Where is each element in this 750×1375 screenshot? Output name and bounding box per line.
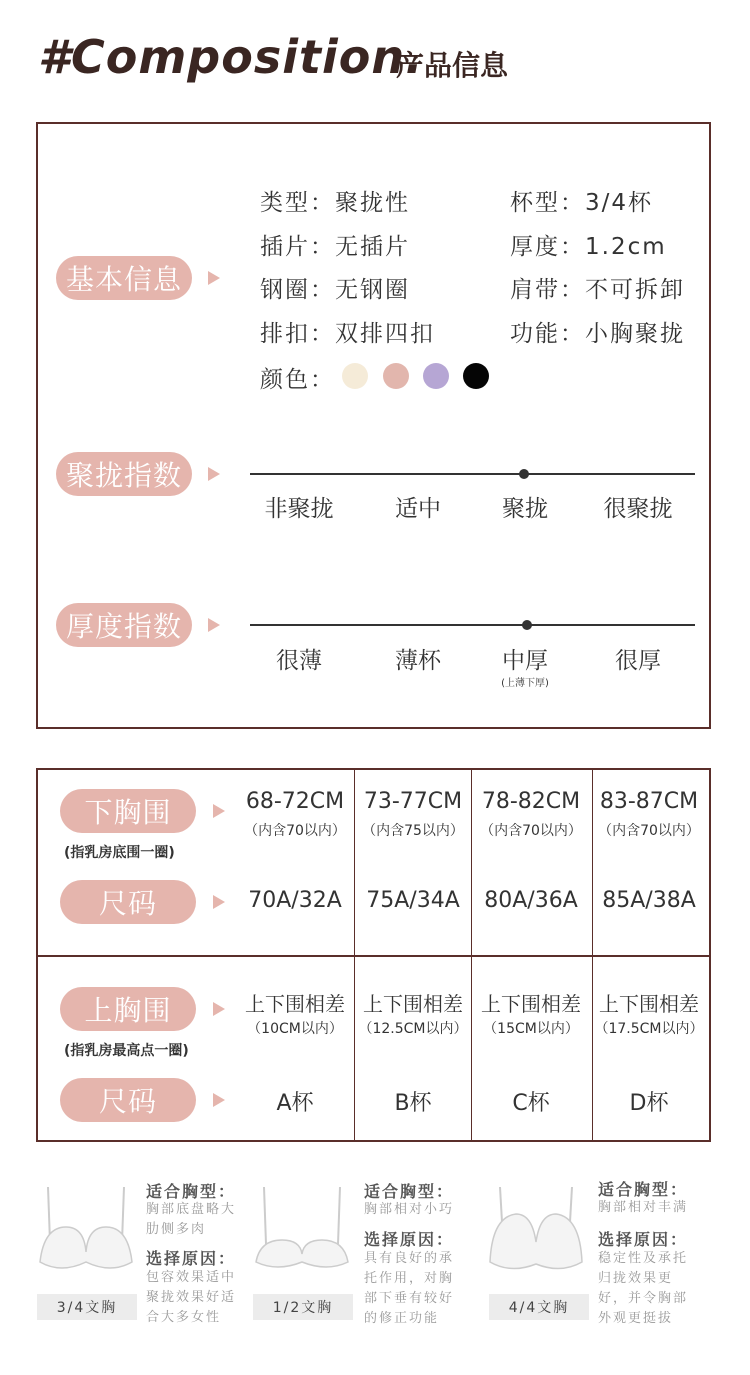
info-hook: 排扣：双排四扣 — [260, 321, 435, 347]
reason-heading: 选择原因： — [364, 1230, 455, 1249]
thickness-level: 很厚 — [615, 648, 661, 674]
page-title-cn: 产品信息 — [396, 49, 509, 82]
arrow-right-icon — [213, 804, 225, 818]
fit-shape-heading: 适合胸型： — [146, 1182, 237, 1201]
thickness-index-pill: 厚度指数 — [56, 603, 192, 647]
over-bust-diff: 上下围相差 — [599, 992, 699, 1016]
cup-size-value: B杯 — [394, 1091, 432, 1116]
under-bust-range-note: （内含70以内） — [480, 823, 582, 839]
color-swatch-black[interactable] — [463, 363, 489, 389]
push-level: 很聚拢 — [603, 496, 673, 522]
bra-style-label: 1/2文胸 — [253, 1294, 353, 1320]
under-bust-range: 83-87CM — [599, 789, 699, 814]
thickness-index-marker — [522, 620, 532, 630]
color-swatch-cream[interactable] — [342, 363, 368, 389]
thickness-level: 薄杯 — [395, 648, 441, 674]
under-bust-range: 68-72CM — [245, 789, 345, 814]
arrow-right-icon — [208, 467, 220, 481]
info-thickness: 厚度：1.2cm — [510, 234, 667, 260]
push-level: 聚拢 — [502, 496, 548, 522]
arrow-right-icon — [208, 618, 220, 632]
thickness-index-scale-line — [250, 624, 695, 626]
reason-text: 稳定性及承托归拢效果更好，并令胸部外观更挺拔 — [598, 1251, 689, 1326]
size-value: 85A/38A — [602, 888, 696, 913]
thickness-level: 中厚 — [502, 648, 548, 674]
bra-style-label: 4/4文胸 — [489, 1294, 589, 1320]
thickness-level: 很薄 — [276, 648, 322, 674]
under-bust-range-note: （内含70以内） — [244, 823, 346, 839]
over-bust-pill: 上胸围 — [60, 987, 196, 1031]
info-strap: 肩带：不可拆卸 — [510, 277, 685, 303]
info-insert: 插片：无插片 — [260, 234, 410, 260]
size-table-divider — [36, 955, 711, 957]
basic-info-pill: 基本信息 — [56, 256, 192, 300]
under-bust-range-note: （内含70以内） — [598, 823, 700, 839]
reason-heading: 选择原因： — [598, 1230, 689, 1249]
info-color-label: 颜色： — [260, 367, 335, 393]
push-level: 非聚拢 — [264, 496, 334, 522]
reason-text: 具有良好的承托作用，对胸部下垂有较好的修正功能 — [364, 1251, 455, 1326]
bra-three-quarter-illustration — [36, 1182, 136, 1277]
bra-style-label: 3/4文胸 — [37, 1294, 137, 1320]
page-title-en: #Composition. — [38, 30, 424, 84]
bra-full-cup-illustration — [486, 1182, 586, 1277]
size-pill: 尺码 — [60, 880, 196, 924]
info-function: 功能：小胸聚拢 — [510, 321, 685, 347]
push-level: 适中 — [395, 496, 441, 522]
color-swatch-purple[interactable] — [423, 363, 449, 389]
info-cup: 杯型：3/4杯 — [510, 190, 654, 216]
fit-shape-heading: 适合胸型： — [364, 1182, 455, 1201]
over-bust-diff-note: （15CM以内） — [483, 1021, 579, 1037]
push-index-scale-line — [250, 473, 695, 475]
color-swatch-pink[interactable] — [383, 363, 409, 389]
size-value: 80A/36A — [484, 888, 578, 913]
fit-shape-text: 胸部相对丰满 — [598, 1200, 689, 1215]
arrow-right-icon — [208, 271, 220, 285]
under-bust-range: 78-82CM — [481, 789, 581, 814]
cup-size-value: C杯 — [512, 1091, 550, 1116]
info-wire: 钢圈：无钢圈 — [260, 277, 410, 303]
over-bust-diff-note: （17.5CM以内） — [594, 1021, 704, 1037]
over-bust-diff: 上下围相差 — [481, 992, 581, 1016]
under-bust-pill: 下胸围 — [60, 789, 196, 833]
push-index-marker — [519, 469, 529, 479]
under-bust-note: (指乳房底围一圈) — [64, 845, 175, 861]
over-bust-diff-note: （10CM以内） — [247, 1021, 343, 1037]
thickness-selected-note: (上薄下厚) — [501, 678, 549, 689]
fit-shape-heading: 适合胸型： — [598, 1180, 689, 1199]
size-value: 70A/32A — [248, 888, 342, 913]
cup-size-pill: 尺码 — [60, 1078, 196, 1122]
arrow-right-icon — [213, 895, 225, 909]
fit-shape-text: 胸部底盘略大肋侧多肉 — [146, 1202, 237, 1237]
reason-text: 包容效果适中聚拢效果好适合大多女性 — [146, 1270, 237, 1325]
under-bust-range: 73-77CM — [363, 789, 463, 814]
under-bust-range-note: （内含75以内） — [362, 823, 464, 839]
info-type: 类型：聚拢性 — [260, 190, 410, 216]
over-bust-diff: 上下围相差 — [245, 992, 345, 1016]
bra-half-cup-illustration — [252, 1182, 352, 1277]
over-bust-diff-note: （12.5CM以内） — [358, 1021, 468, 1037]
push-index-pill: 聚拢指数 — [56, 452, 192, 496]
cup-size-value: A杯 — [276, 1091, 314, 1116]
over-bust-note: (指乳房最高点一圈) — [64, 1043, 189, 1059]
fit-shape-text: 胸部相对小巧 — [364, 1202, 455, 1217]
cup-size-value: D杯 — [629, 1091, 669, 1116]
over-bust-diff: 上下围相差 — [363, 992, 463, 1016]
size-value: 75A/34A — [366, 888, 460, 913]
reason-heading: 选择原因： — [146, 1249, 237, 1268]
arrow-right-icon — [213, 1093, 225, 1107]
arrow-right-icon — [213, 1002, 225, 1016]
